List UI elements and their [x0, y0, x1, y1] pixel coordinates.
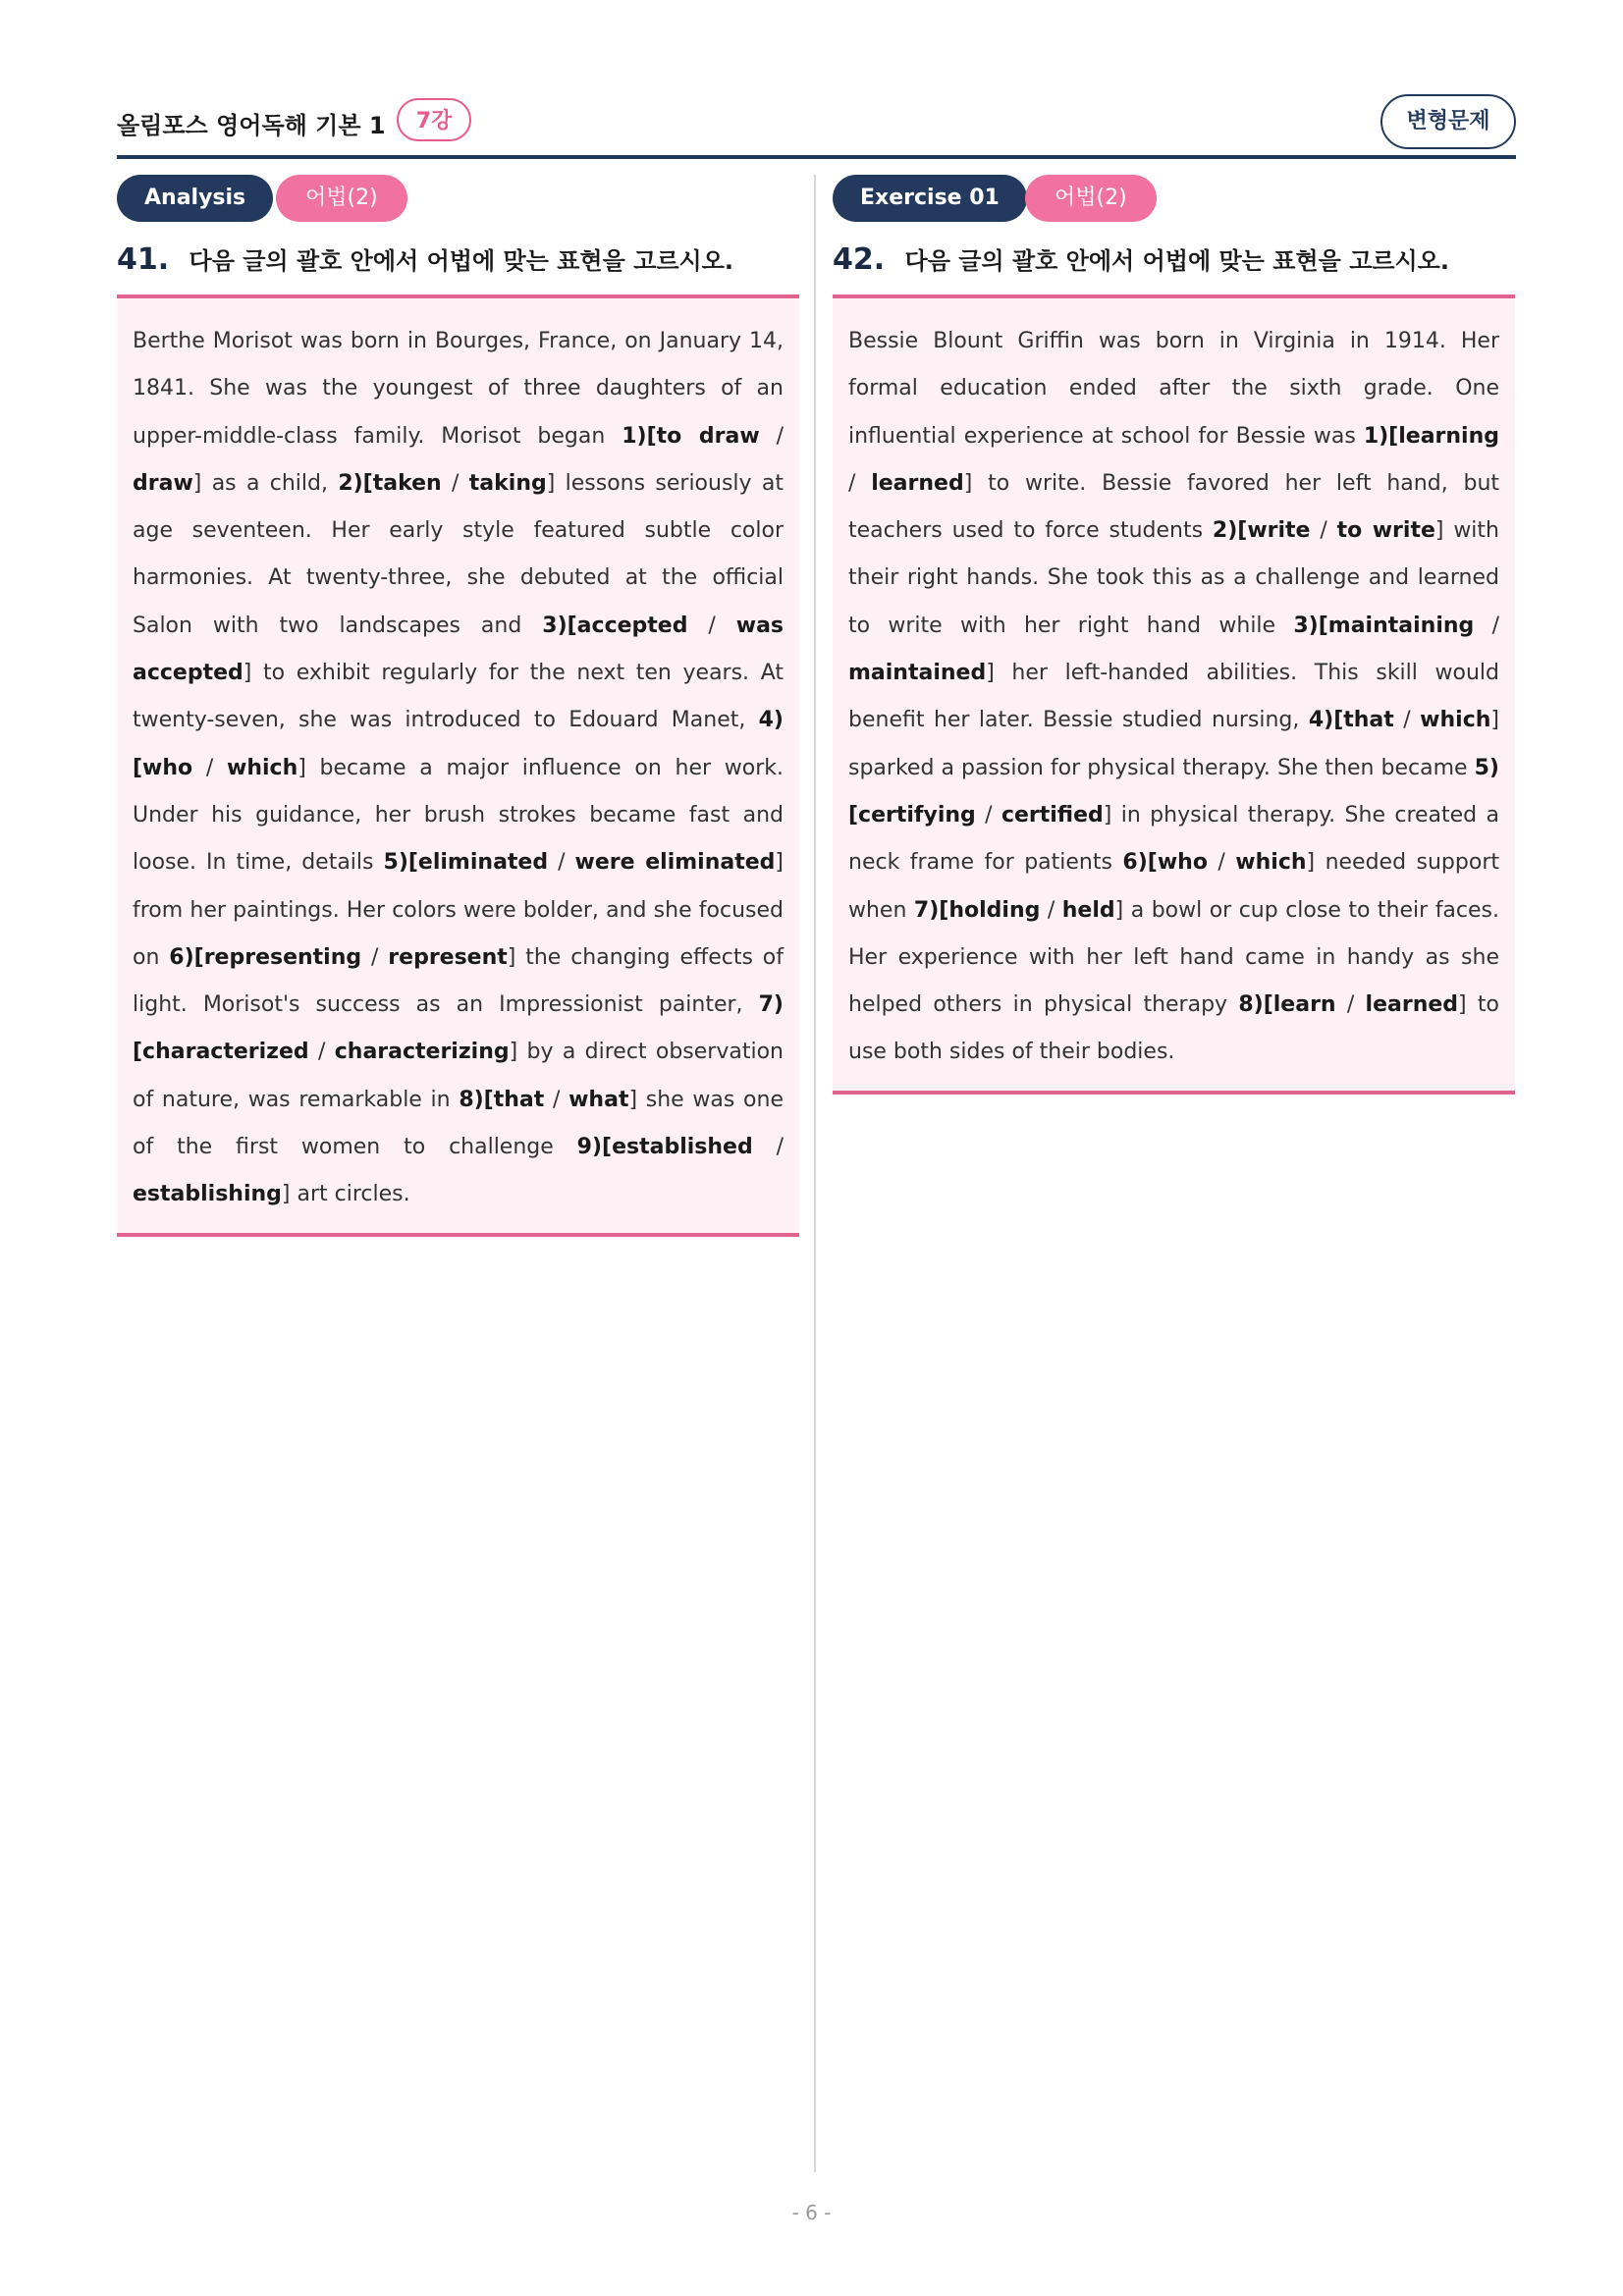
answer-choice: 7)[characterized — [133, 992, 784, 1065]
passage-fragment: / — [975, 802, 1001, 828]
passage-fragment: ] to exhibit regularly for the next ten years. At twenty-seven, she was introduced to Edouard Manet, — [133, 661, 784, 733]
passage-fragment: ] a bowl or cup close to their faces. Her experience with her left hand came in handy as she helped others in physical therapy — [848, 897, 1500, 1018]
passage-fragment: ] became a major influence on her work. Under his guidance, her brush strokes became fast and loose. In time, details — [133, 755, 784, 876]
answer-choice: 2)[taken — [338, 470, 442, 496]
answer-choice: held — [1061, 897, 1115, 923]
answer-choice: learned — [1365, 992, 1459, 1018]
passage-fragment: / — [544, 1087, 569, 1112]
answer-choice: taking — [468, 470, 547, 496]
question-title — [117, 241, 799, 283]
answer-choice: certified — [1001, 802, 1104, 828]
answer-choice: was accepted — [133, 613, 784, 686]
question-instruction: 다음 글의 괄호 안에서 어법에 맞는 표현을 고르시오. — [189, 247, 733, 275]
passage-fragment: / — [192, 755, 227, 780]
book-title: 올림포스 영어독해 기본 1 — [117, 112, 386, 139]
passage-fragment: ] with their right hands. She took this as a challenge and learned to write with her right hand while — [848, 518, 1499, 638]
passage-fragment: Bessie Blount Griffin was born in Virginia in 1914. Her formal education ended after the sixth grade. One influential experience at school for Bessie was — [848, 329, 1499, 449]
answer-choice: 4)[who — [133, 708, 784, 780]
passage-fragment: Berthe Morisot was born in Bourges, France, on January 14, 1841. She was the youngest of three daughters of an upper-middle-class family. Morisot began — [133, 329, 784, 449]
answer-choice: 3)[maintaining — [1293, 613, 1475, 638]
passage-fragment: ] in physical therapy. She created a neck frame for patients — [848, 802, 1499, 876]
right-column — [833, 175, 1515, 1095]
passage-text — [133, 318, 784, 1219]
answer-choice: which — [1235, 850, 1307, 876]
answer-choice: to write — [1336, 518, 1435, 544]
passage-fragment: ] as a child, — [192, 470, 339, 496]
passage-fragment: / — [361, 944, 389, 970]
answer-choice: learned — [871, 470, 964, 496]
passage-fragment: ] sparked a passion for physical therapy. She then became — [848, 708, 1499, 780]
passage-fragment: / — [848, 470, 872, 496]
answer-choice: establishing — [133, 1182, 282, 1207]
passage-fragment: ] she was one of the first women to challenge — [133, 1087, 784, 1160]
answer-choice: draw — [133, 470, 193, 496]
answer-choice: 6)[representing — [169, 944, 362, 970]
passage-fragment: / — [759, 423, 784, 449]
passage-fragment: ] by a direct observation of nature, was remarkable in — [133, 1040, 784, 1112]
passage-fragment: / — [441, 470, 469, 496]
answer-choice: 8)[that — [459, 1087, 545, 1112]
answer-choice: 9)[established — [576, 1135, 753, 1160]
section-tag-exercise: Exercise 01 — [833, 175, 1027, 222]
answer-choice: 7)[holding — [913, 897, 1041, 923]
answer-choice: 1)[to draw — [622, 423, 760, 449]
topic-tag: 어법(2) — [276, 175, 407, 222]
passage-fragment: / — [1040, 897, 1062, 923]
question-type-badge: 변형문제 — [1380, 94, 1516, 149]
passage-fragment: / — [752, 1135, 784, 1160]
passage-fragment: ] her left-handed abilities. This skill would benefit her later. Bessie studied nursing, — [848, 661, 1499, 733]
passage-fragment: / — [1474, 613, 1499, 638]
column-divider — [814, 175, 816, 2172]
header-divider — [117, 155, 1516, 159]
passage-fragment: / — [1393, 708, 1421, 733]
answer-choice: which — [1420, 708, 1491, 733]
topic-tag: 어법(2) — [1025, 175, 1157, 222]
answer-choice: were eliminated — [574, 850, 776, 876]
page-header — [117, 94, 1516, 159]
answer-choice: 5)[certifying — [848, 755, 1499, 828]
section-tags — [833, 175, 1515, 222]
answer-choice: 4)[that — [1308, 708, 1394, 733]
passage-text — [848, 318, 1499, 1077]
passage-fragment: / — [687, 613, 736, 638]
left-column — [117, 175, 799, 1237]
answer-choice: 3)[accepted — [542, 613, 688, 638]
passage-fragment: / — [548, 850, 575, 876]
question-instruction: 다음 글의 괄호 안에서 어법에 맞는 표현을 고르시오. — [904, 247, 1449, 275]
passage-fragment: / — [1335, 992, 1366, 1018]
answer-choice: 5)[eliminated — [383, 850, 549, 876]
question-title — [833, 241, 1515, 283]
passage-fragment: ] the changing effects of light. Morisot's success as an Impressionist painter, — [133, 944, 784, 1018]
passage-fragment: / — [1310, 518, 1337, 544]
passage-fragment: ] lessons seriously at age seventeen. Her early style featured subtle color harmonies. At twenty-three, she debuted at the official Salon with two landscapes and — [133, 470, 784, 638]
answer-choice: 1)[learning — [1363, 423, 1499, 449]
answer-choice: 2)[write — [1212, 518, 1311, 544]
passage-fragment: ] art circles. — [281, 1182, 410, 1207]
section-tag-analysis: Analysis — [117, 175, 273, 222]
section-tags — [117, 175, 799, 222]
passage-fragment: ] needed support when — [848, 850, 1499, 923]
answer-choice: characterizing — [334, 1040, 510, 1065]
passage-box — [833, 294, 1515, 1095]
lesson-badge: 7강 — [397, 98, 471, 141]
answer-choice: which — [227, 755, 298, 780]
passage-fragment: / — [1207, 850, 1236, 876]
question-number: 41. — [117, 242, 170, 277]
passage-fragment: ] from her paintings. Her colors were bolder, and she focused on — [133, 850, 784, 970]
page-number: - 6 - — [791, 2201, 832, 2224]
answer-choice: 8)[learn — [1238, 992, 1336, 1018]
question-number: 42. — [833, 242, 886, 277]
passage-fragment: ] to write. Bessie favored her left hand, but teachers used to force students — [848, 470, 1500, 544]
answer-choice: 6)[who — [1122, 850, 1208, 876]
passage-fragment: ] to use both sides of their bodies. — [848, 992, 1499, 1065]
passage-fragment: / — [308, 1040, 335, 1065]
answer-choice: maintained — [848, 661, 987, 686]
answer-choice: represent — [388, 944, 508, 970]
passage-box — [117, 294, 799, 1237]
answer-choice: what — [568, 1087, 629, 1112]
